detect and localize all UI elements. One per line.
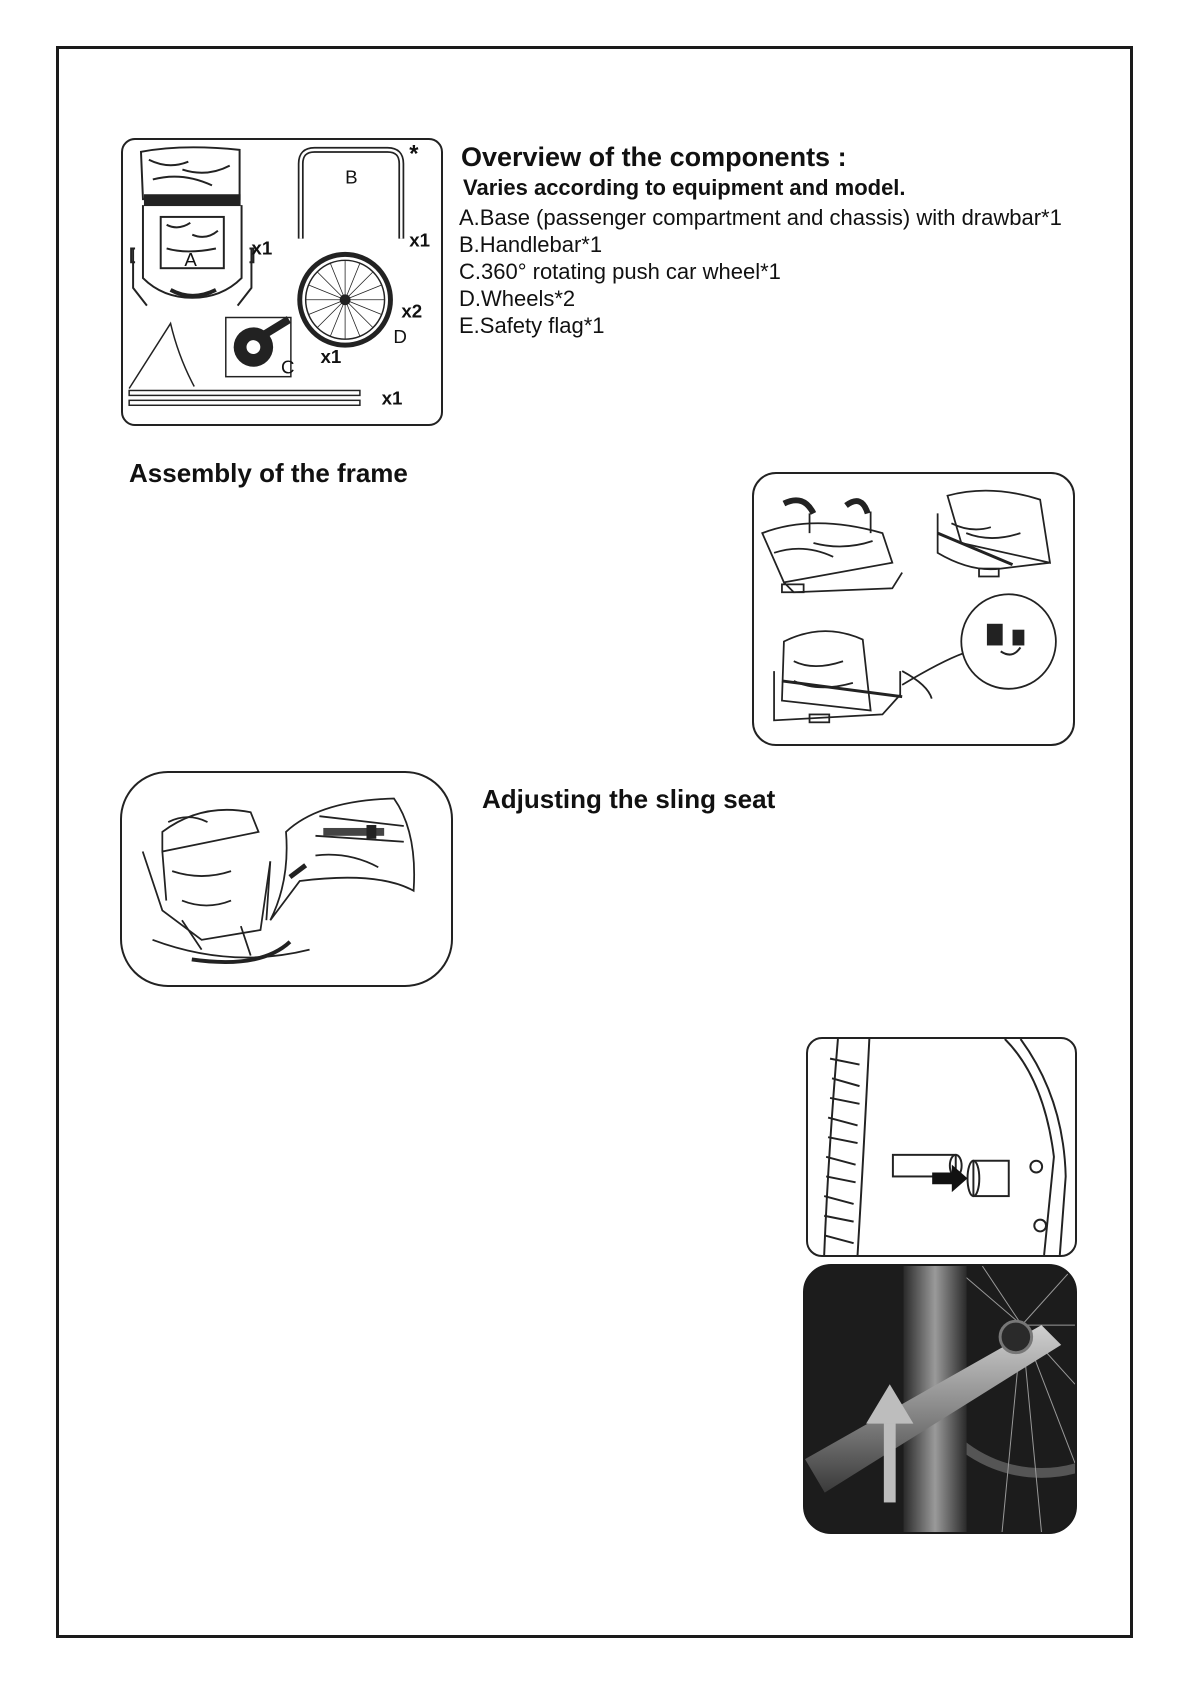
components-figure [121,138,443,426]
sling-seat-figure [120,771,453,987]
frame-assembly-figure [752,472,1075,746]
wheel-axle-figure [806,1037,1077,1257]
component-item: D.Wheels*2 [459,286,576,311]
component-item: E.Safety flag*1 [459,313,605,338]
overview-title: Overview of the components : [461,142,847,172]
axle-photo-illustration [805,1266,1075,1532]
count-d: x2 [401,300,423,322]
label-d: D [393,326,407,348]
frame-assembly-illustration [754,474,1073,744]
label-a: A [184,249,197,271]
count-a: x1 [251,237,273,259]
count-c: x1 [320,345,342,367]
count-b: x1 [409,229,431,251]
asterisk: * [409,141,419,168]
count-e: x1 [381,387,403,409]
component-item: B.Handlebar*1 [459,232,603,257]
components-illustration [123,140,441,424]
component-item: C.360° rotating push car wheel*1 [459,259,781,284]
overview-subtitle: Varies according to equipment and model. [463,175,906,200]
component-item: A.Base (passenger compartment and chassis) with drawbar*1 [459,205,1062,230]
sling-seat-illustration [122,773,451,985]
wheel-axle-illustration [808,1039,1075,1255]
frame-section-title: Assembly of the frame [129,458,408,488]
label-c: C [281,356,295,378]
seat-section-title: Adjusting the sling seat [482,784,776,814]
label-b: B [345,166,358,188]
axle-photo [803,1264,1077,1534]
